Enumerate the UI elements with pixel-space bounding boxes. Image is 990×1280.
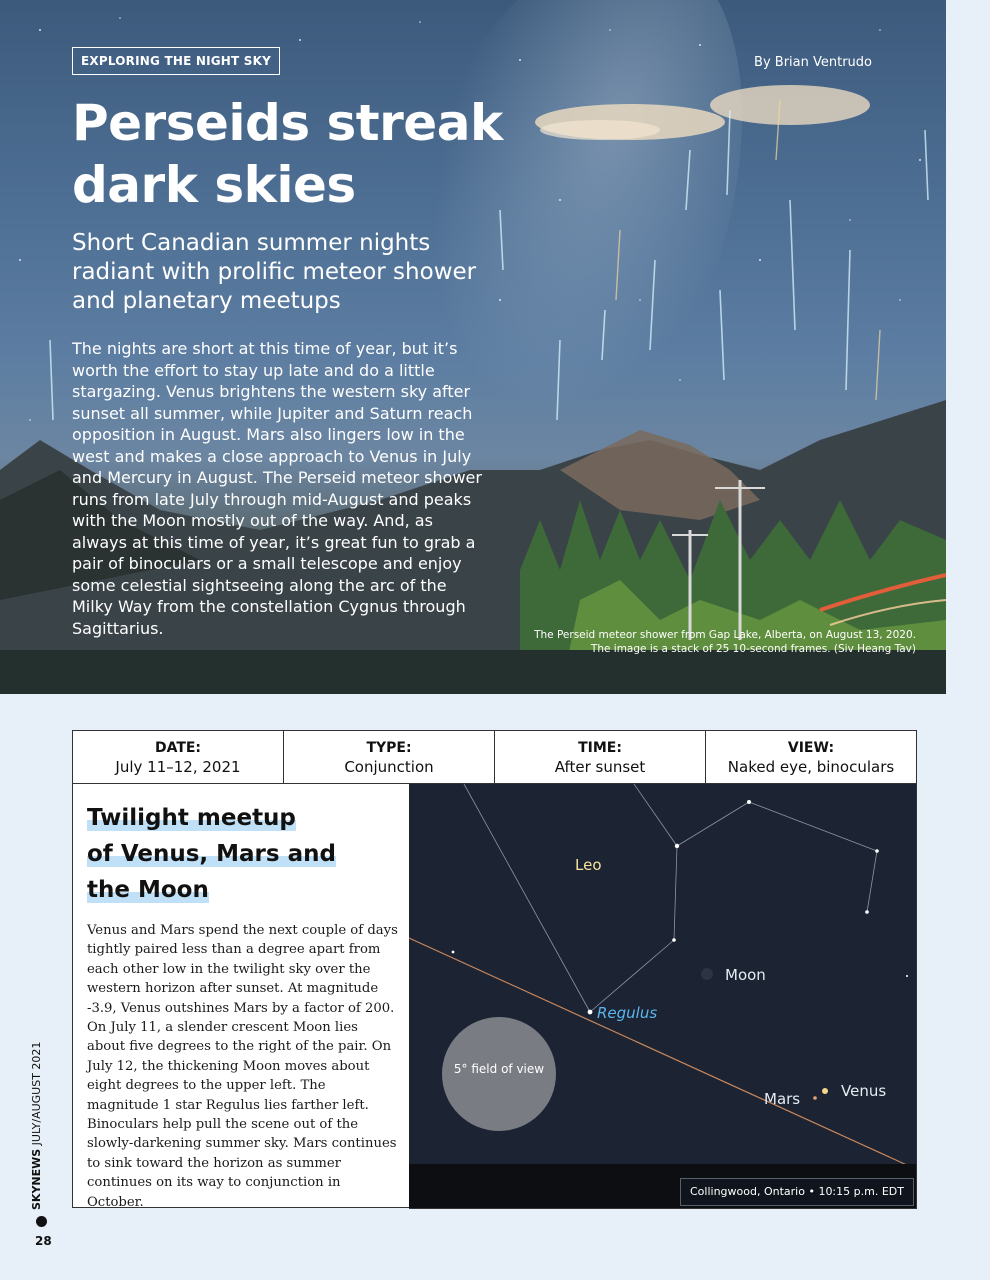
event-title xyxy=(87,800,387,908)
view-label: VIEW: xyxy=(787,740,835,756)
leo-label: Leo xyxy=(575,856,602,874)
field-of-view-label: 5° field of view xyxy=(453,1062,545,1076)
date-label: DATE: xyxy=(154,740,202,756)
time-cell xyxy=(495,731,706,783)
mars-label: Mars xyxy=(764,1090,801,1108)
venus-label: Venus xyxy=(841,1082,887,1100)
section-kicker: EXPLORING THE NIGHT SKY xyxy=(72,47,280,75)
event-title-line: Twilight meetup xyxy=(87,805,296,831)
stars xyxy=(452,800,908,1014)
type-label: TYPE: xyxy=(366,740,412,756)
page-number: 28 xyxy=(35,1234,52,1248)
folio-issue: JULY/AUGUST 2021 xyxy=(30,1041,43,1146)
star-map-graphic xyxy=(409,784,916,1208)
field-of-view-circle xyxy=(442,1017,556,1131)
location-time-badge: Collingwood, Ontario • 10:15 p.m. EDT xyxy=(680,1178,914,1206)
photo-caption: The Perseid meteor shower from Gap Lake, Alberta, on August 13, 2020. The image is a stack of 25 10-second frames. (Siv Heang Tav) xyxy=(534,629,916,655)
moon-label: Moon xyxy=(725,966,766,984)
regulus-star xyxy=(588,1010,593,1015)
mars-dot xyxy=(813,1096,817,1100)
type-cell xyxy=(284,731,495,783)
byline: By Brian Ventrudo xyxy=(754,55,872,70)
intro-paragraph: The nights are short at this time of year, but it’s worth the effort to stay up late and do a little stargazing. Venus brightens the western sky after sunset all summer, while Jupiter and Saturn reach opposition in August. Mars also lingers low in the west and makes a close approach to Venus in July and Mercury in August. The Perseid meteor shower runs from late July through mid-August and peaks with the Moon mostly out of the way. And, as always at this time of year, it’s great fun to grab a pair of binoculars or a small telescope and enjoy some celestial sightseeing along the arc of the Milky Way from the constellation Cygnus through Sagittarius. xyxy=(72,339,482,638)
date-cell xyxy=(73,731,284,783)
moon-logo-icon xyxy=(36,1216,47,1227)
event-title-line: of Venus, Mars and xyxy=(87,841,336,867)
event-body: Venus and Mars spend the next couple of days tightly paired less than a degree apart from each other low in the twilight sky over the western horizon after sunset. At magnitude -3.9, Venus outshines Mars by a factor of 200. On July 11, a slender crescent Moon lies about five degrees to the right of the pair. On July 12, the thickening Moon moves about eight degrees to the upper left. The magnitude 1 star Regulus lies farther left. Binoculars help pull the scene out of the slowly-darkening summer sky. Mars continues to sink toward the horizon as summer continues on its way to conjunction in October. xyxy=(87,923,398,1210)
view-cell xyxy=(706,731,916,783)
headline: Perseids streak dark skies xyxy=(72,94,503,214)
folio-vertical xyxy=(30,1010,43,1210)
regulus-label: Regulus xyxy=(597,1004,658,1022)
star-map xyxy=(409,783,917,1209)
view-value: Naked eye, binoculars xyxy=(727,758,895,776)
event-info-bar xyxy=(72,730,917,784)
moon-disk xyxy=(701,968,713,980)
deck: Short Canadian summer nights radiant with prolific meteor shower and planetary meetups xyxy=(72,230,477,314)
type-value: Conjunction xyxy=(344,758,434,776)
folio-brand: SKYNEWS xyxy=(30,1148,43,1210)
time-value: After sunset xyxy=(554,758,646,776)
date-value: July 11–12, 2021 xyxy=(115,758,241,776)
time-label: TIME: xyxy=(578,740,622,756)
venus-dot xyxy=(822,1088,828,1094)
leo-lines xyxy=(464,784,877,1012)
event-article xyxy=(72,783,410,1208)
event-title-line: the Moon xyxy=(87,877,209,903)
